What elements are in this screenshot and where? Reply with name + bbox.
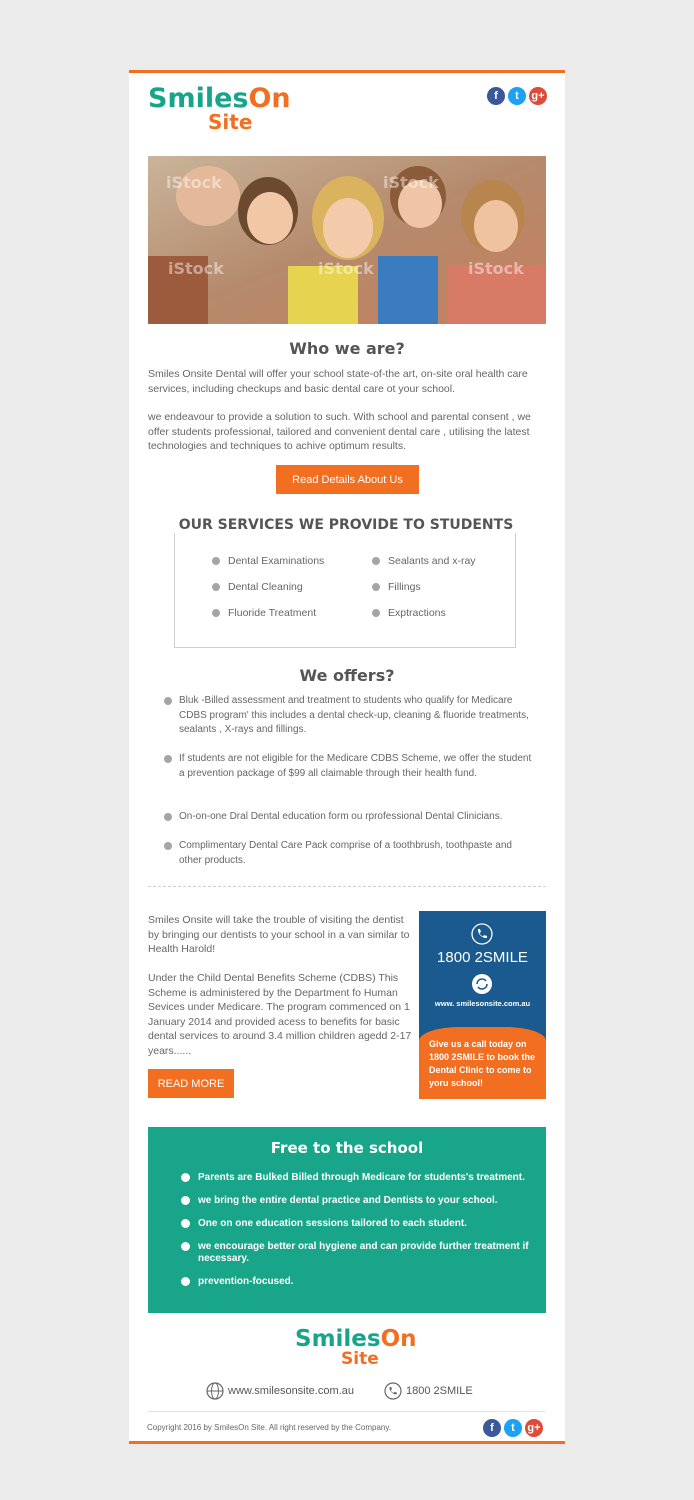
- watermark-text: iStock: [168, 259, 224, 278]
- bullet-icon: [181, 1173, 190, 1182]
- free-item: Parents are Bulked Billed through Medicare for students's treatment.: [181, 1172, 531, 1184]
- free-section: [148, 1127, 546, 1313]
- twitter-icon[interactable]: t: [508, 87, 526, 105]
- bullet-icon: [212, 557, 220, 565]
- footer-divider: [148, 1411, 546, 1412]
- refresh-icon: [471, 973, 493, 995]
- call-cta-text: Give us a call today on 1800 2SMILE to book the Dental Clinic to come to yoru school!: [429, 1039, 536, 1088]
- bullet-icon: [181, 1277, 190, 1286]
- free-item: we encourage better oral hygiene and can provide further treatment if necessary.: [181, 1241, 531, 1265]
- google-plus-icon[interactable]: g+: [529, 87, 547, 105]
- services-title: OUR SERVICES WE PROVIDE TO STUDENTS: [150, 517, 542, 533]
- facebook-icon[interactable]: f: [487, 87, 505, 105]
- bullet-icon: [212, 609, 220, 617]
- watermark-text: iStock: [166, 173, 222, 192]
- call-cta: [419, 1027, 546, 1099]
- bullet-icon: [181, 1219, 190, 1228]
- bullet-icon: [164, 813, 172, 821]
- service-item: Dental Examinations: [212, 555, 324, 567]
- google-plus-icon[interactable]: g+: [525, 1419, 543, 1437]
- free-item: prevention-focused.: [181, 1276, 531, 1288]
- service-item: Sealants and x-ray: [372, 555, 476, 567]
- offer-item: If students are not eligible for the Medicare CDBS Scheme, we offer the student a prevention package of $99 all claimable through their health fund.: [164, 752, 536, 781]
- footer-logo[interactable]: SmilesOn Site: [295, 1326, 417, 1369]
- who-paragraph-1: Smiles Onsite Dental will offer your school state-of-the art, on-site oral health care services, including checkups and basic dental care ot your school.: [148, 368, 528, 395]
- divider: [148, 886, 546, 887]
- free-item: we bring the entire dental practice and Dentists to your school.: [181, 1195, 531, 1207]
- phone-icon: [384, 1382, 402, 1400]
- footer-website[interactable]: www.smilesonsite.com.au: [206, 1382, 354, 1400]
- bullet-icon: [372, 557, 380, 565]
- phone-icon: [471, 923, 493, 945]
- twitter-icon[interactable]: t: [504, 1419, 522, 1437]
- read-details-button[interactable]: Read Details About Us: [276, 465, 419, 494]
- globe-icon: [206, 1382, 224, 1400]
- copyright: Copyright 2016 by SmilesOn Site. All right reserved by the Company.: [147, 1423, 391, 1432]
- who-paragraph-2: we endeavour to provide a solution to such. With school and parental consent , we offer students professional, tailored and convenient dental care , utilising the latest technologies and techniques to achive optimum results.: [148, 411, 531, 452]
- service-item: Exptractions: [372, 607, 446, 619]
- offers-title: We offers?: [299, 666, 395, 685]
- free-title: Free to the school: [270, 1139, 424, 1157]
- service-item: Fluoride Treatment: [212, 607, 316, 619]
- email-card: [129, 70, 565, 1444]
- footer-social: [483, 1419, 543, 1437]
- offer-item: Bluk -Billed assessment and treatment to students who qualify for Medicare CDBS program' this includes a dental check-up, cleaning & fluoride treatments, sealants , X-rays and fillings.: [164, 694, 536, 738]
- bullet-icon: [181, 1242, 190, 1251]
- bullet-icon: [372, 583, 380, 591]
- watermark-text: iStock: [468, 259, 524, 278]
- call-website[interactable]: www. smilesonsite.com.au: [434, 999, 531, 1008]
- visit-paragraph-2: Under the Child Dental Benefits Scheme (CDBS) This Scheme is administered by the Department fo Human Sevices under Medicare. The program commenced on 1 January 2014 and provided acess to benefits for basic dental services to around 3.4 million children agedd 2-17 years......: [148, 972, 412, 1057]
- offer-item: On-on-one Dral Dental education form ou rprofessional Dental Clinicians.: [164, 810, 536, 825]
- bullet-icon: [372, 609, 380, 617]
- who-title: Who we are?: [289, 339, 405, 358]
- call-box: [419, 911, 546, 1099]
- call-phone[interactable]: 1800 2SMILE: [437, 949, 528, 966]
- bullet-icon: [181, 1196, 190, 1205]
- hero-image: [148, 156, 546, 324]
- watermark-text: iStock: [318, 259, 374, 278]
- bullet-icon: [164, 842, 172, 850]
- offer-item: Complimentary Dental Care Pack comprise of a toothbrush, toothpaste and other products.: [164, 839, 536, 868]
- footer-phone[interactable]: 1800 2SMILE: [384, 1382, 473, 1400]
- bullet-icon: [212, 583, 220, 591]
- service-item: Dental Cleaning: [212, 581, 303, 593]
- service-item: Fillings: [372, 581, 421, 593]
- read-more-button[interactable]: READ MORE: [148, 1069, 234, 1098]
- bullet-icon: [164, 755, 172, 763]
- free-item: One on one education sessions tailored to each student.: [181, 1218, 531, 1230]
- brand-logo[interactable]: SmilesOn Site: [148, 83, 291, 134]
- watermark-text: iStock: [383, 173, 439, 192]
- visit-paragraph-1: Smiles Onsite will take the trouble of visiting the dentist by bringing our dentists to your school in a van similar to Health Harold!: [148, 914, 410, 955]
- bullet-icon: [164, 697, 172, 705]
- header-social: [487, 87, 547, 105]
- facebook-icon[interactable]: f: [483, 1419, 501, 1437]
